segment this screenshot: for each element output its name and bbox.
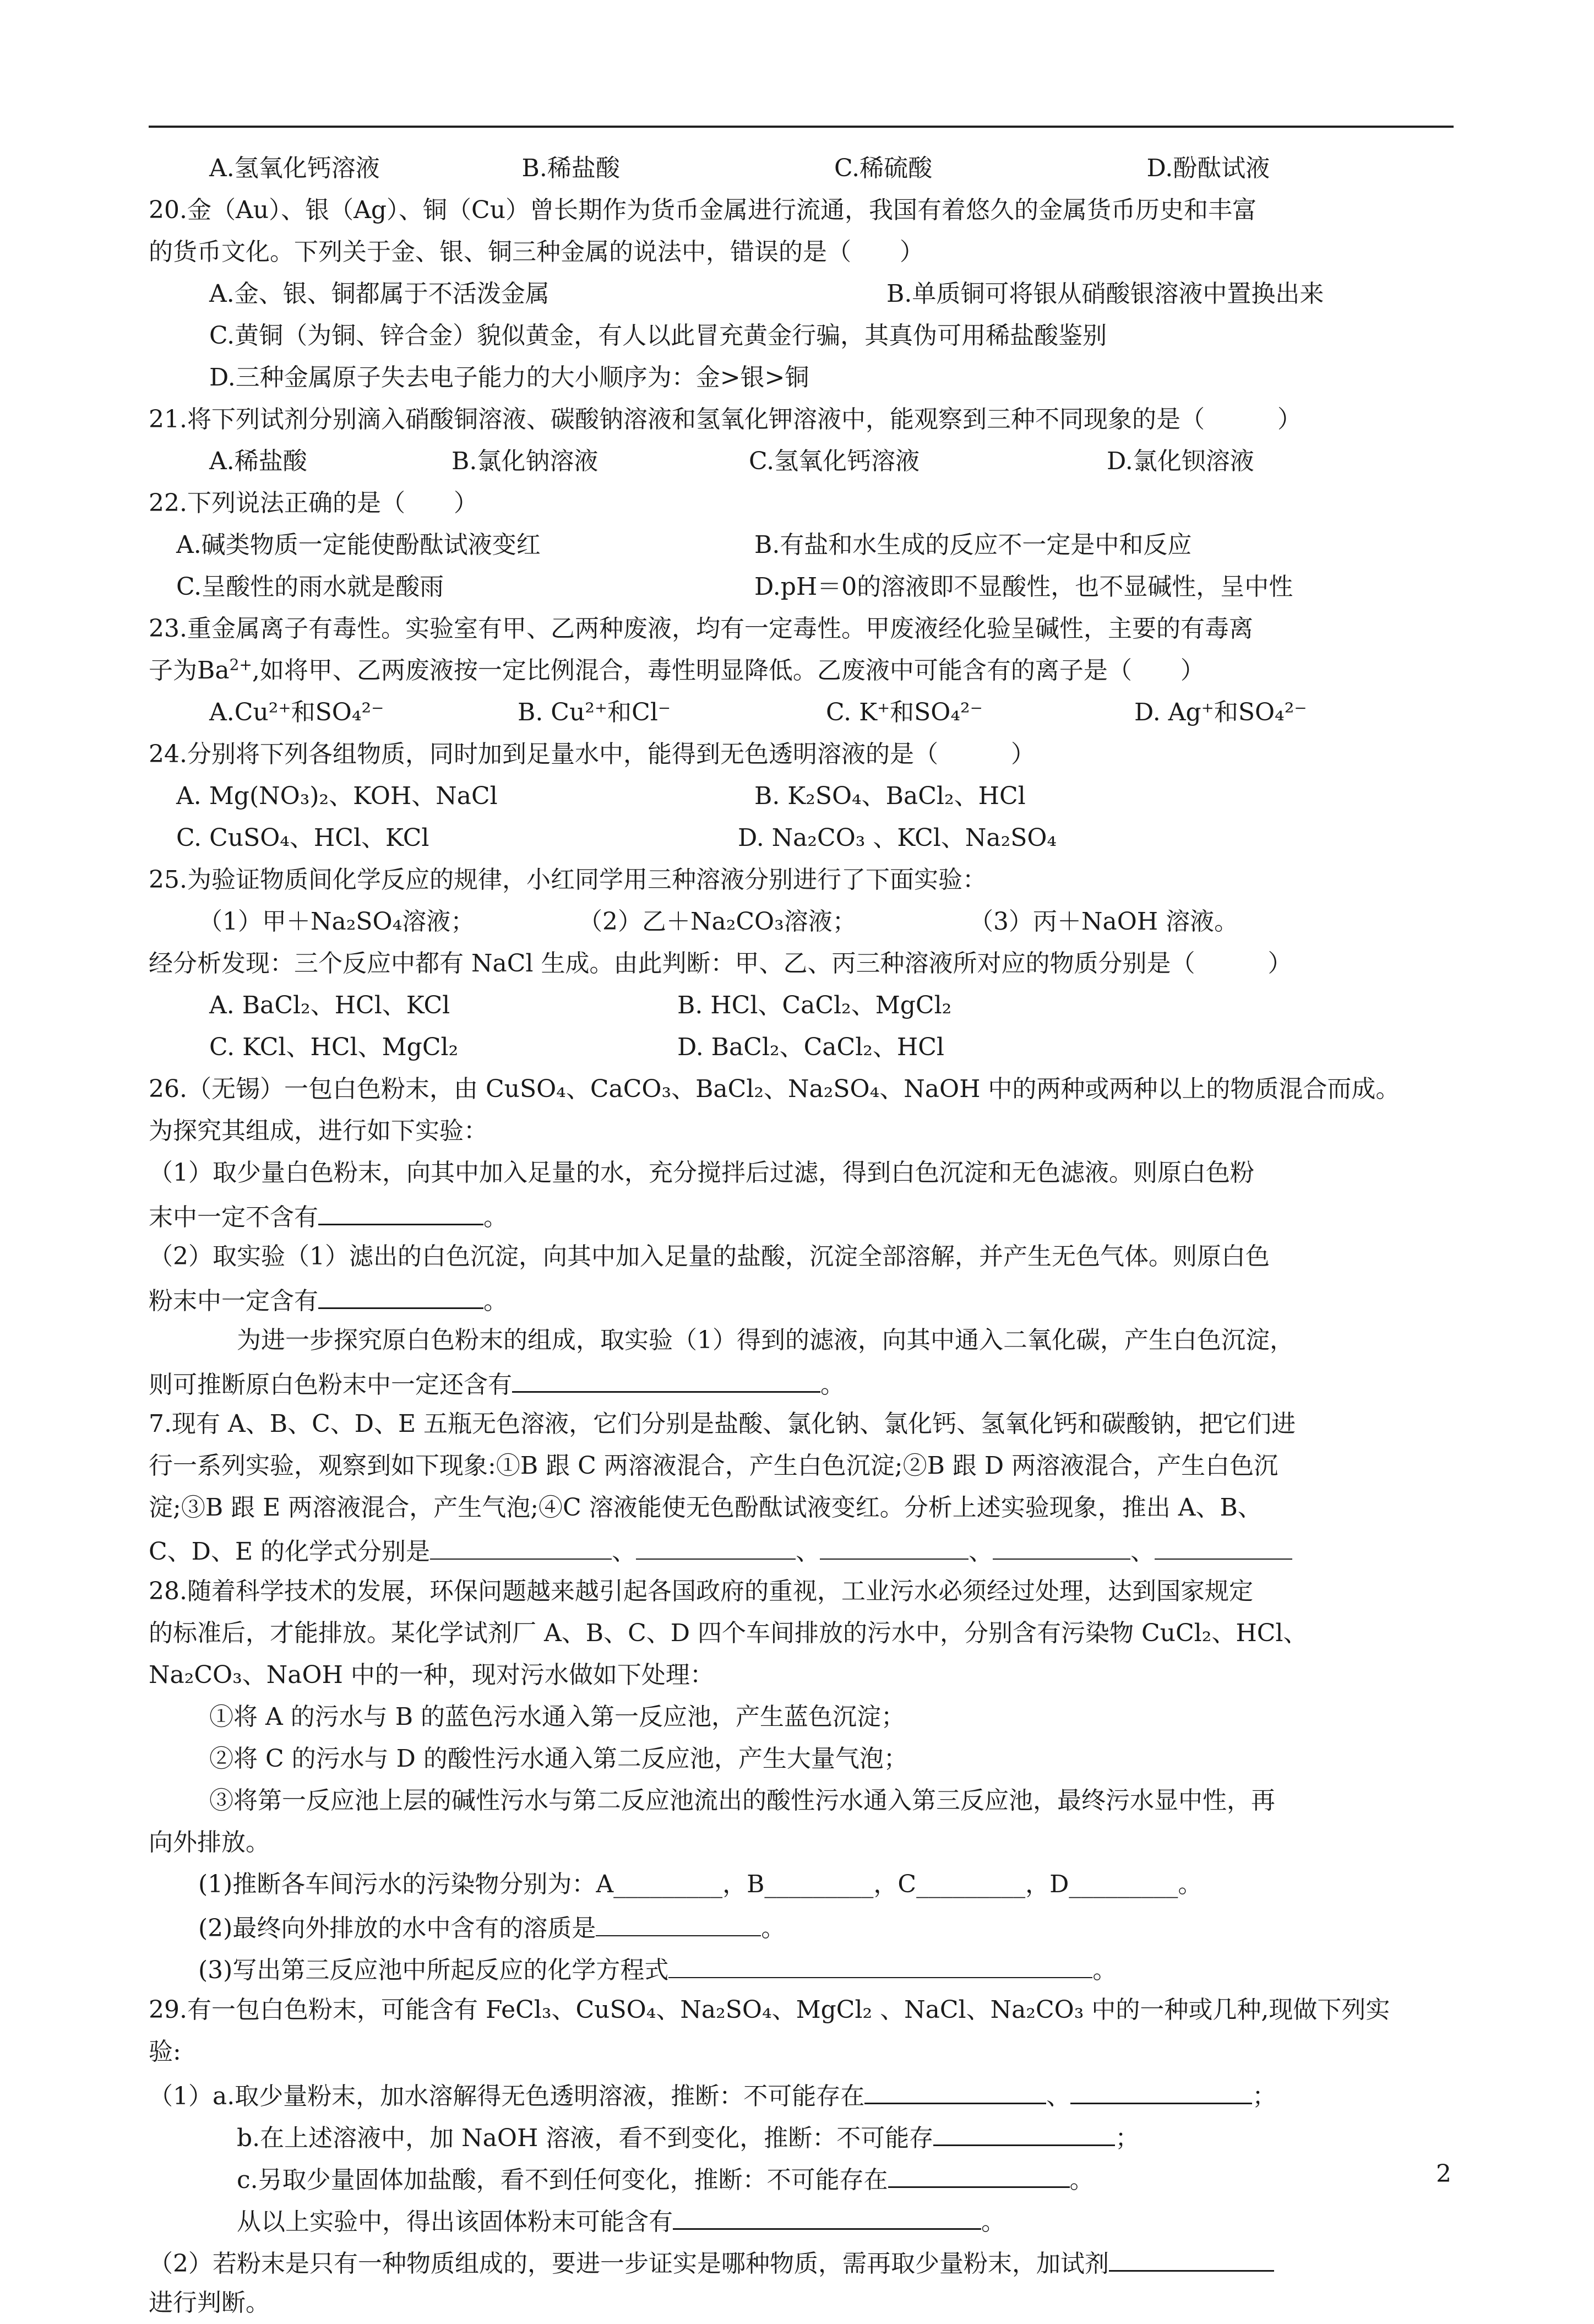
experiment-2: （2）乙＋Na₂CO₃溶液；	[578, 908, 857, 936]
q27-stem-line: C、D、E 的化学式分别是 、 、 、 、	[149, 1529, 1459, 1571]
answer-blank	[820, 1529, 969, 1560]
q25-options-cd	[149, 1027, 1459, 1068]
answer-blank	[673, 2198, 981, 2230]
q28-part1: (1)推断各车间污水的污染物分别为：A_________，B_________，C_________，D_________。	[198, 1870, 1203, 1898]
q22-options-cd	[149, 566, 1459, 608]
q29-part2-text: （2）若粉末是只有一种物质组成的，要进一步证实是哪种物质，需再取少量粉末，加试剂	[149, 2250, 1109, 2278]
experiment-3: （3）丙＋NaOH 溶液。	[969, 908, 1239, 936]
answer-blank	[636, 1529, 796, 1560]
q21-stem-line: 21.将下列试剂分别滴入硝酸铜溶液、碳酸钠溶液和氢氧化钾溶液中，能观察到三种不同现象的是（ ）	[149, 405, 1302, 433]
q28-step-2: ②将 C 的污水与 D 的酸性污水通入第二反应池，产生大量气泡；	[209, 1745, 908, 1773]
option-c: C.呈酸性的雨水就是酸雨	[176, 573, 444, 601]
q28-stem-line: 28.随着科学技术的发展，环保问题越来越引起各国政府的重视，工业污水必须经过处理，达到国家规定	[149, 1577, 1253, 1605]
answer-blank	[864, 2073, 1046, 2104]
q28-part2	[149, 1905, 1459, 1947]
option-a: A.Cu²⁺和SO₄²⁻	[209, 698, 384, 726]
answer-blank	[933, 2115, 1115, 2146]
q20-stem-line: 的货币文化。下列关于金、银、铜三种金属的说法中，错误的是（ ）	[149, 238, 924, 266]
q29-stem-line: 验:	[149, 2038, 181, 2066]
option-d: D. BaCl₂、CaCl₂、HCl	[677, 1033, 945, 1061]
q26-stem-line: 为探究其组成，进行如下实验：	[149, 1117, 488, 1145]
q26-part1-line	[149, 1194, 1459, 1236]
punct: 。	[761, 1914, 786, 1942]
option-b: B. Cu²⁺和Cl⁻	[518, 698, 671, 726]
experiment-1: （1）甲＋Na₂SO₄溶液；	[198, 908, 475, 936]
option-c: C.稀硫酸	[834, 154, 933, 182]
q25-stem-line: 25.为验证物质间化学反应的规律，小红同学用三种溶液分别进行了下面实验：	[149, 866, 987, 894]
q26-part1-text: 末中一定不含有	[149, 1203, 318, 1231]
q26-part2-text: 粉末中一定含有	[149, 1287, 318, 1315]
q25-experiments	[149, 901, 1459, 943]
option-c: C.氢氧化钙溶液	[749, 447, 920, 475]
option-c: C. K⁺和SO₄²⁻	[826, 698, 983, 726]
q29-conclusion	[149, 2198, 1459, 2240]
q29-stem-line: 29.有一包白色粉末，可能含有 FeCl₃、CuSO₄、Na₂SO₄、MgCl₂ 、NaCl、Na₂CO₃ 中的一种或几种,现做下列实	[149, 1996, 1390, 2024]
q27-stem-line: 7.现有 A、B、C、D、E 五瓶无色溶液，它们分别是盐酸、氯化钠、氯化钙、氢氧化钙和碳酸钠，把它们进	[149, 1410, 1296, 1438]
punct: 。	[483, 1287, 508, 1315]
option-d: D.三种金属原子失去电子能力的大小顺序为：金>银>铜	[209, 363, 809, 392]
answer-blank	[1109, 2240, 1274, 2272]
q26-part1-line: （1）取少量白色粉末，向其中加入足量的水，充分搅拌后过滤，得到白色沉淀和无色滤液。则原白色粉	[149, 1159, 1254, 1187]
option-b: B.有盐和水生成的反应不一定是中和反应	[754, 531, 1192, 559]
q26-part2-line: （2）取实验（1）滤出的白色沉淀，向其中加入足量的盐酸，沉淀全部溶解，并产生无色气体。则原白色	[149, 1242, 1270, 1270]
q28-stem-line: 的标准后，才能排放。某化学试剂厂 A、B、C、D 四个车间排放的污水中，分别含有污染物 CuCl₂、HCl、	[149, 1619, 1308, 1647]
punct: 。	[820, 1371, 845, 1399]
q23-text-b: ,如将甲、乙两废液按一定比例混合，毒性明显降低。乙废液中可能含有的离子是（ ）	[252, 656, 1205, 685]
option-d: D.pH＝0的溶液即不显酸性，也不显碱性，呈中性	[754, 573, 1293, 601]
q20-stem-line: 20.金（Au）、银（Ag）、铜（Cu）曾长期作为货币金属进行流通，我国有着悠久的金属货币历史和丰富	[149, 196, 1257, 224]
option-a: A. BaCl₂、HCl、KCl	[209, 991, 450, 1019]
q25-stem-line: 经分析发现：三个反应中都有 NaCl 生成。由此判断：甲、乙、丙三种溶液所对应的物质分别是（ ）	[149, 949, 1292, 978]
answer-blank	[1155, 1529, 1292, 1560]
q26-part3-line: 为进一步探究原白色粉末的组成，取实验（1）得到的滤液，向其中通入二氧化碳，产生白色沉淀，	[237, 1326, 1294, 1354]
answer-blank	[512, 1361, 820, 1393]
q29-part1b	[149, 2115, 1459, 2157]
document-body	[149, 148, 1459, 2324]
option-b: B.稀盐酸	[521, 154, 620, 182]
q20-options-ab	[149, 273, 1459, 315]
q28-stem-line: Na₂CO₃、NaOH 中的一种，现对污水做如下处理：	[149, 1661, 714, 1689]
q26-part3-text: 则可推断原白色粉末中一定还含有	[149, 1371, 512, 1399]
q26-part2-line	[149, 1278, 1459, 1320]
option-c: C. KCl、HCl、MgCl₂	[209, 1033, 459, 1061]
q22-stem-line: 22.下列说法正确的是（ ）	[149, 489, 478, 517]
option-b: B. K₂SO₄、BaCl₂、HCl	[754, 782, 1026, 810]
q29-part2-cont: 进行判断。	[149, 2289, 270, 2317]
q27-stem-line: 行一系列实验，观察到如下现象:①B 跟 C 两溶液混合，产生白色沉淀;②B 跟 D 两溶液混合，产生白色沉	[149, 1452, 1279, 1480]
q24-options-cd	[149, 817, 1459, 859]
option-b: B.单质铜可将银从硝酸银溶液中置换出来	[886, 280, 1324, 308]
option-a: A.氢氧化钙溶液	[209, 154, 380, 182]
header-rule	[149, 126, 1454, 128]
punct: ；	[1115, 2124, 1140, 2152]
q28-part2-text: (2)最终向外排放的水中含有的溶质是	[198, 1914, 596, 1942]
q22-options-ab	[149, 524, 1459, 566]
q29-part1b-text: b.在上述溶液中，加 NaOH 溶液，看不到变化，推断：不可能存	[237, 2124, 934, 2152]
q19-options	[149, 148, 1459, 189]
option-a: A.稀盐酸	[209, 447, 307, 475]
q29-conclusion-text: 从以上实验中，得出该固体粉末可能含有	[237, 2208, 673, 2236]
q23-stem-line: 23.重金属离子有毒性。实验室有甲、乙两种废液，均有一定毒性。甲废液经化验呈碱性，主要的有毒离	[149, 615, 1253, 643]
option-d: D. Ag⁺和SO₄²⁻	[1134, 698, 1307, 726]
page-number: 2	[1436, 2160, 1451, 2188]
q23-text-a: 子为Ba	[149, 656, 230, 685]
q23-stem-line: 子为$Ba^{2+}$,如将甲、乙两废液按一定比例混合，毒性明显降低。乙废液中可能含有的离子是（ ）	[149, 655, 1205, 685]
q21-options	[149, 441, 1459, 482]
q25-options-ab	[149, 985, 1459, 1027]
option-a: A.碱类物质一定能使酚酞试液变红	[176, 531, 541, 559]
option-b: B.氯化钠溶液	[451, 447, 599, 475]
punct: 。	[1069, 2166, 1094, 2194]
punct: 、	[1046, 2082, 1071, 2110]
answer-blank	[888, 2157, 1070, 2188]
q28-step-3-cont: 向外排放。	[149, 1828, 270, 1856]
option-d: D.氯化钡溶液	[1107, 447, 1254, 475]
option-a: A.金、银、铜都属于不活泼金属	[209, 280, 550, 308]
punct: ；	[1252, 2082, 1277, 2110]
q29-part1a	[149, 2073, 1459, 2115]
q27-text: C、D、E 的化学式分别是	[149, 1538, 431, 1566]
q27-stem-line: 淀;③B 跟 E 两溶液混合，产生气泡;④C 溶液能使无色酚酞试液变红。分析上述实验现象，推出 A、B、	[149, 1494, 1262, 1522]
punct: 。	[1092, 1956, 1117, 1984]
answer-blank	[318, 1278, 483, 1309]
answer-blank	[668, 1947, 1092, 1978]
option-d: D.酚酞试液	[1146, 154, 1270, 182]
q29-part1c-text: c.另取少量固体加盐酸，看不到任何变化，推断：不可能存在	[237, 2166, 888, 2194]
q29-part1a-text: （1）a.取少量粉末，加水溶解得无色透明溶液，推断：不可能存在	[149, 2082, 865, 2110]
q28-part3-text: (3)写出第三反应池中所起反应的化学方程式	[198, 1956, 669, 1984]
q29-part1c	[149, 2157, 1459, 2198]
q28-part3	[149, 1947, 1459, 1989]
q26-stem-line: 26.（无锡）一包白色粉末，由 CuSO₄、CaCO₃、BaCl₂、Na₂SO₄、NaOH 中的两种或两种以上的物质混合而成。	[149, 1075, 1400, 1103]
punct: 。	[981, 2208, 1005, 2236]
option-d: D. Na₂CO₃ 、KCl、Na₂SO₄	[738, 824, 1057, 852]
q23-options	[149, 692, 1459, 734]
punct: 。	[483, 1203, 508, 1231]
q24-stem-line: 24.分别将下列各组物质，同时加到足量水中，能得到无色透明溶液的是（ ）	[149, 740, 1035, 768]
q28-step-3: ③将第一反应池上层的碱性污水与第二反应池流出的酸性污水通入第三反应池，最终污水显中性，再	[209, 1787, 1275, 1815]
answer-blank	[1070, 2073, 1252, 2104]
option-c: C. CuSO₄、HCl、KCl	[176, 824, 429, 852]
answer-blank	[318, 1194, 483, 1225]
answer-blank	[596, 1905, 761, 1936]
option-b: B. HCl、CaCl₂、MgCl₂	[677, 991, 952, 1019]
answer-blank	[430, 1529, 612, 1560]
q28-step-1: ①将 A 的污水与 B 的蓝色污水通入第一反应池，产生蓝色沉淀；	[209, 1703, 906, 1731]
answer-blank	[993, 1529, 1130, 1560]
q26-part3-line	[149, 1361, 1459, 1403]
q29-part2	[149, 2240, 1459, 2282]
option-c: C.黄铜（为铜、锌合金）貌似黄金，有人以此冒充黄金行骗，其真伪可用稀盐酸鉴别	[209, 322, 1107, 350]
q24-options-ab	[149, 775, 1459, 817]
option-a: A. Mg(NO₃)₂、KOH、NaCl	[176, 782, 498, 810]
